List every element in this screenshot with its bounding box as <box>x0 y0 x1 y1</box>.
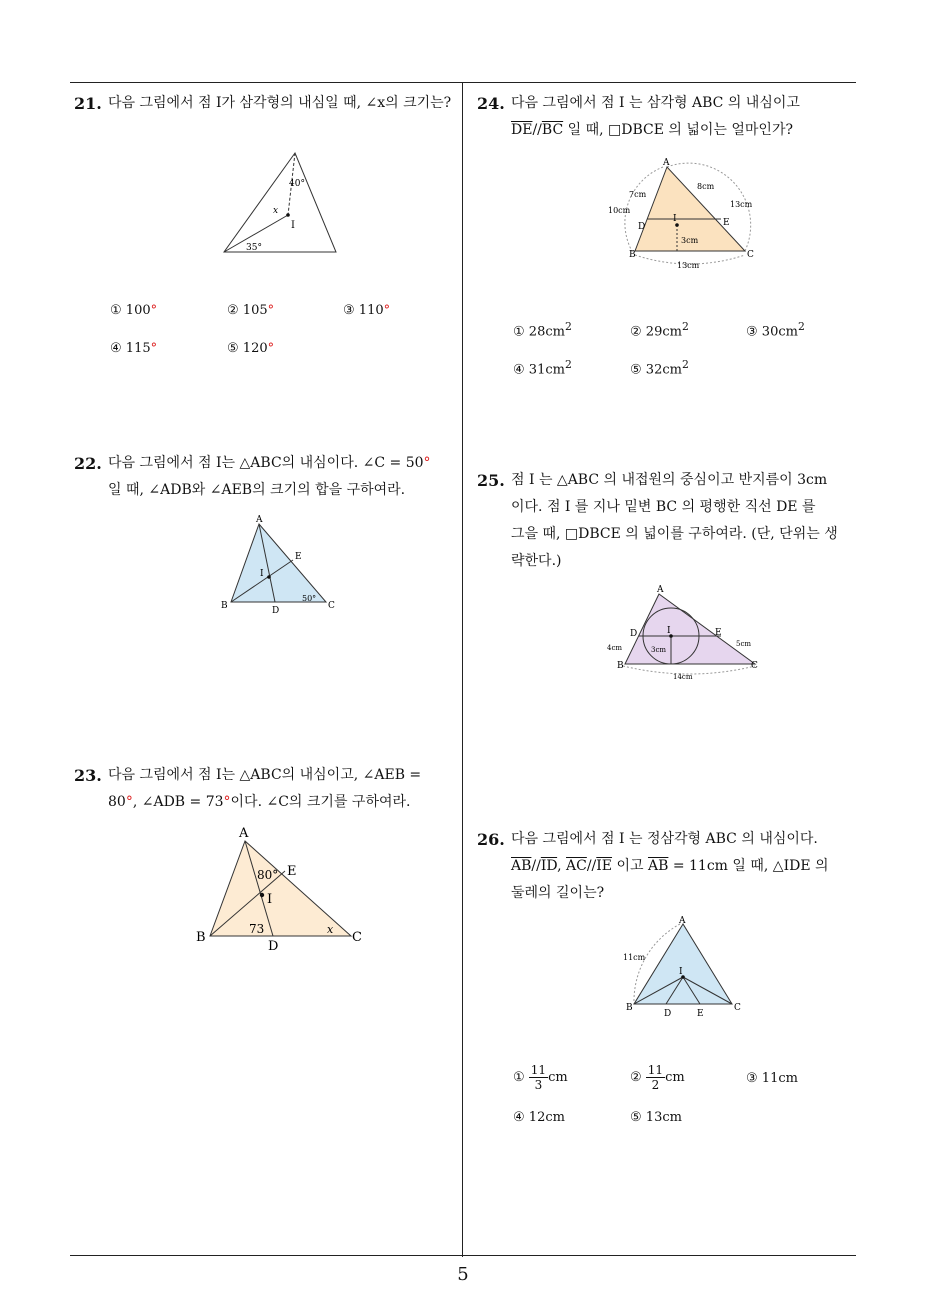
angle-label-left: 35° <box>246 243 262 253</box>
choice-1[interactable]: ① $\frac{11}{3}$ cm <box>513 1063 568 1092</box>
question-number: 23. <box>74 766 102 785</box>
point-I: I <box>679 967 683 977</box>
bottom-rule <box>70 1255 856 1256</box>
point-A: A <box>663 158 670 168</box>
question-text: 다음 그림에서 점 I 는 삼각형 ABC 의 내심이고 $\overline{DE}//\overline{BC}$ 일 때, □DBCE 의 넓이는 얼마인가? <box>511 95 800 138</box>
point-C: C <box>747 250 754 260</box>
point-B: B <box>629 250 636 260</box>
choice-5[interactable]: ⑤ 13cm <box>630 1110 682 1125</box>
question-text: 다음 그림에서 점 I는 △ABC의 내심이고, ∠AEB = 80°, ∠ADB = 73°이다. ∠C의 크기를 구하여라. <box>108 767 422 810</box>
question-text: 다음 그림에서 점 I는 △ABC의 내심이다. ∠C = 50° 일 때, ∠ADB와 ∠AEB의 크기의 합을 구하여라. <box>108 455 431 498</box>
question-22 <box>74 450 458 504</box>
point-D: D <box>268 939 279 954</box>
question-number: 21. <box>74 94 102 113</box>
label-ab: 11cm <box>623 953 646 962</box>
point-I: I <box>673 214 677 224</box>
point-D: D <box>272 606 280 616</box>
choice-2[interactable]: ② $\frac{11}{2}$ cm <box>630 1063 685 1092</box>
point-D: D <box>630 629 638 639</box>
figure-q22 <box>218 512 343 617</box>
top-rule <box>70 82 856 83</box>
choice-5[interactable]: ⑤ $32cm^2$ <box>630 358 689 378</box>
question-text: 다음 그림에서 점 I 는 정삼각형 ABC 의 내심이다. $\overline{AB}//\overline{ID}$, $\overline{AC}//\overline{IE}$ 이고 $\overline{AB} = 11cm$ 일 때, △IDE 의 둘레의 길이는? <box>511 831 829 901</box>
question-23 <box>74 762 458 816</box>
label-ac: 13cm <box>730 200 753 209</box>
choice-4[interactable]: ④ 12cm <box>513 1110 565 1125</box>
choice-5[interactable]: ⑤ 120° <box>227 341 275 356</box>
angle-c-label: 50° <box>302 594 317 603</box>
choice-3[interactable]: ③ 11cm <box>746 1071 798 1086</box>
point-E: E <box>287 864 297 879</box>
choice-1[interactable]: ① 100° <box>110 303 158 318</box>
choice-3[interactable]: ③ $30cm^2$ <box>746 320 805 340</box>
question-26 <box>477 826 861 907</box>
point-I: I <box>260 569 264 579</box>
label-ec: 5cm <box>736 640 752 648</box>
question-text: 점 I 는 △ABC 의 내접원의 중심이고 반지름이 3cm 이다. 점 I 를 지나 밑변 BC 의 평행한 직선 DE 를 그을 때, □DBCE 의 넓이를 구하여라. (단, 단위는 생 략한다.) <box>511 472 838 569</box>
question-21 <box>74 90 458 117</box>
question-number: 26. <box>477 830 505 849</box>
point-D: D <box>664 1009 672 1019</box>
figure-q21 <box>218 148 343 258</box>
angle-x-label: x <box>273 206 279 216</box>
label-ab: 10cm <box>608 206 631 215</box>
label-bc: 14cm <box>673 673 693 681</box>
question-number: 24. <box>477 94 505 113</box>
angle-e-label: 80° <box>257 868 279 882</box>
label-ae: 8cm <box>697 182 715 191</box>
label-radius: 3cm <box>681 236 699 245</box>
figure-q25 <box>605 582 765 682</box>
angle-x-label: x <box>327 923 334 936</box>
point-C: C <box>352 930 362 945</box>
question-number: 22. <box>74 454 102 473</box>
question-25 <box>477 467 861 575</box>
point-D: D <box>638 222 646 232</box>
question-24 <box>477 90 861 144</box>
question-text: 다음 그림에서 점 I가 삼각형의 내심일 때, ∠x의 크기는? <box>108 95 452 111</box>
point-A: A <box>256 515 263 525</box>
choice-2[interactable]: ② $29cm^2$ <box>630 320 689 340</box>
figure-q26 <box>620 912 750 1022</box>
point-C: C <box>328 601 335 611</box>
point-A: A <box>679 916 686 926</box>
point-I: I <box>667 626 671 636</box>
page-number: 5 <box>457 1264 469 1285</box>
point-A: A <box>657 585 664 595</box>
figure-q24 <box>605 155 765 273</box>
question-number: 25. <box>477 471 505 490</box>
point-I-label: I <box>291 220 295 231</box>
point-B: B <box>196 930 206 945</box>
point-E: E <box>715 628 722 638</box>
figure-q23 <box>193 823 373 958</box>
point-C: C <box>734 1003 741 1013</box>
choice-4[interactable]: ④ 115° <box>110 341 158 356</box>
label-radius: 3cm <box>651 646 667 654</box>
choice-4[interactable]: ④ $31cm^2$ <box>513 358 572 378</box>
angle-d-label: 73 <box>249 922 265 936</box>
point-B: B <box>626 1003 633 1013</box>
point-B: B <box>221 601 228 611</box>
choice-1[interactable]: ① $28cm^2$ <box>513 320 572 340</box>
point-C: C <box>751 661 758 671</box>
angle-label-top: 40° <box>289 179 305 189</box>
point-B: B <box>617 661 624 671</box>
point-E: E <box>697 1009 704 1019</box>
point-E: E <box>723 218 730 228</box>
point-I: I <box>267 892 273 907</box>
column-divider <box>462 82 463 1257</box>
point-A: A <box>239 826 249 841</box>
choice-3[interactable]: ③ 110° <box>343 303 391 318</box>
label-ad: 7cm <box>629 190 647 199</box>
label-db: 4cm <box>607 644 623 652</box>
choice-2[interactable]: ② 105° <box>227 303 275 318</box>
point-E: E <box>295 552 302 562</box>
label-bc: 13cm <box>677 261 700 270</box>
